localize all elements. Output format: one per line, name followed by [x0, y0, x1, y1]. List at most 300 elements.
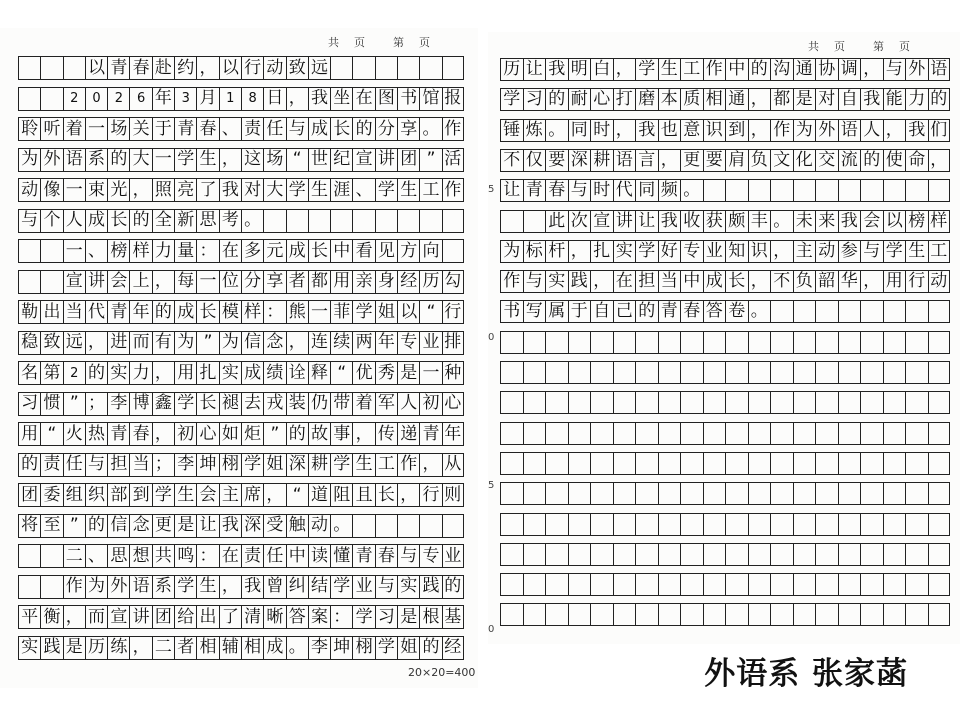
grid-cell: 致: [286, 56, 308, 80]
grid-cell: 长: [330, 117, 352, 141]
grid-cell: 要: [545, 149, 568, 172]
grid-cell: 报: [442, 87, 464, 111]
grid-cell: 排: [442, 331, 464, 355]
grid-cell: 与: [18, 209, 40, 233]
grid-cell: 专: [419, 544, 441, 568]
grid-cell: 给: [174, 605, 196, 629]
grid-cell: 信: [107, 514, 129, 538]
grid-cell: 化: [793, 149, 816, 172]
grid-cell: ；: [85, 392, 107, 416]
grid-cell: 坤: [330, 636, 352, 660]
grid-cell: [568, 513, 591, 536]
grid-cell: 将: [18, 514, 40, 538]
grid-cell: 纠: [286, 575, 308, 599]
grid-cell: [905, 543, 928, 566]
grid-cell: 懂: [330, 544, 352, 568]
grid-cell: 白: [590, 58, 613, 81]
grid-cell: [545, 331, 568, 354]
grid-cell: 习: [375, 605, 397, 629]
grid-cell: [770, 573, 793, 596]
grid-cell: 大: [129, 148, 151, 172]
grid-cell: 生: [174, 483, 196, 507]
grid-cell: [928, 300, 951, 323]
grid-cell: 坤: [196, 453, 218, 477]
grid-cell: [838, 573, 861, 596]
grid-cell: 到: [129, 483, 151, 507]
grid-cell: [18, 270, 40, 294]
grid-cell: ，: [286, 87, 308, 111]
grid-cell: [748, 391, 771, 414]
grid-cell: 月: [196, 87, 218, 111]
grid-cell: 都: [770, 88, 793, 111]
grid-row: [500, 58, 950, 81]
grid-cell: 学: [883, 240, 906, 263]
grid-cell: 优: [352, 361, 374, 385]
grid-row: [18, 636, 464, 660]
grid-cell: 以: [397, 300, 419, 324]
grid-cell: 我: [219, 178, 241, 202]
grid-cell: ，: [419, 453, 441, 477]
grid-cell: [590, 513, 613, 536]
grid-cell: 生: [196, 575, 218, 599]
grid-cell: 0: [85, 87, 107, 111]
grid-cell: 种: [442, 361, 464, 385]
grid-cell: 中: [286, 544, 308, 568]
grid-cell: 责: [241, 117, 263, 141]
grid-cell: 成: [308, 117, 330, 141]
grid-cell: 系: [85, 148, 107, 172]
grid-cell: 见: [375, 239, 397, 263]
grid-cell: 且: [352, 483, 374, 507]
grid-cell: [905, 331, 928, 354]
grid-cell: [770, 422, 793, 445]
grid-cell: 阻: [330, 483, 352, 507]
grid-cell: [545, 452, 568, 475]
grid-cell: 秀: [375, 361, 397, 385]
grid-cell: 业: [419, 331, 441, 355]
grid-cell: 心: [442, 392, 464, 416]
grid-row: [500, 210, 950, 233]
grid-cell: [793, 452, 816, 475]
grid-cell: [442, 239, 464, 263]
grid-cell: [815, 300, 838, 323]
grid-cell: 的: [545, 88, 568, 111]
grid-cell: 更: [680, 149, 703, 172]
grid-cell: [815, 422, 838, 445]
grid-cell: [40, 87, 62, 111]
grid-cell: 知: [725, 240, 748, 263]
grid-cell: 衡: [40, 605, 62, 629]
grid-cell: 2: [63, 87, 85, 111]
grid-cell: [352, 209, 374, 233]
grid-cell: 熊: [286, 300, 308, 324]
grid-cell: 的: [107, 148, 129, 172]
grid-cell: 外: [107, 575, 129, 599]
grid-cell: 赴: [152, 56, 174, 80]
grid-cell: 在: [219, 544, 241, 568]
grid-cell: 为: [174, 331, 196, 355]
grid-cell: 不: [770, 270, 793, 293]
grid-cell: 参: [838, 240, 861, 263]
grid-cell: 当: [129, 453, 151, 477]
grid-cell: [860, 543, 883, 566]
grid-cell: [905, 300, 928, 323]
grid-cell: ，: [152, 270, 174, 294]
grid-cell: 生: [658, 58, 681, 81]
grid-cell: 代: [613, 179, 636, 202]
grid-cell: 为: [18, 148, 40, 172]
grid-cell: [725, 331, 748, 354]
grid-cell: [658, 482, 681, 505]
grid-cell: 大: [263, 178, 285, 202]
grid-cell: [40, 544, 62, 568]
grid-cell: 热: [85, 422, 107, 446]
grid-cell: 行: [241, 56, 263, 80]
grid-cell: ，: [286, 331, 308, 355]
grid-cell: [928, 573, 951, 596]
grid-cell: 深: [241, 514, 263, 538]
grid-cell: [770, 391, 793, 414]
grid-cell: 世: [308, 148, 330, 172]
grid-cell: [838, 391, 861, 414]
grid-cell: [523, 543, 546, 566]
grid-cell: 学: [286, 178, 308, 202]
grid-cell: 李: [174, 453, 196, 477]
grid-cell: 量: [174, 239, 196, 263]
grid-cell: 作: [703, 58, 726, 81]
grid-cell: [838, 422, 861, 445]
grid-cell: 语: [613, 149, 636, 172]
grid-cell: [838, 179, 861, 202]
grid-cell: 杆: [545, 240, 568, 263]
grid-cell: 让: [635, 210, 658, 233]
grid-cell: [703, 331, 726, 354]
grid-cell: [815, 543, 838, 566]
grid-cell: 专: [397, 331, 419, 355]
grid-cell: 作: [442, 117, 464, 141]
grid-cell: 每: [174, 270, 196, 294]
grid-cell: 是: [63, 636, 85, 660]
grid-cell: 与: [375, 575, 397, 599]
grid-cell: 一: [419, 361, 441, 385]
grid-cell: [680, 573, 703, 596]
grid-cell: [928, 543, 951, 566]
grid-cell: 实: [545, 270, 568, 293]
grid-cell: ，: [129, 178, 151, 202]
grid-cell: [770, 543, 793, 566]
grid-cell: 博: [129, 392, 151, 416]
grid-cell: [545, 543, 568, 566]
grid-cell: 青: [352, 544, 374, 568]
grid-cell: 以: [883, 210, 906, 233]
grid-cell: 鸣: [174, 544, 196, 568]
grid-cell: 扎: [196, 361, 218, 385]
grid-cell: ，: [263, 483, 285, 507]
grid-cell: [725, 543, 748, 566]
grid-cell: [928, 482, 951, 505]
grid-cell: 部: [107, 483, 129, 507]
grid-cell: 用: [330, 270, 352, 294]
grid-cell: [500, 210, 523, 233]
grid-cell: [860, 573, 883, 596]
grid-row: [500, 88, 950, 111]
grid-cell: 心: [196, 422, 218, 446]
grid-row: [18, 209, 464, 233]
grid-cell: 姐: [375, 300, 397, 324]
grid-cell: “: [286, 483, 308, 507]
grid-cell: [905, 603, 928, 626]
grid-cell: 生: [308, 178, 330, 202]
grid-cell: 让: [500, 179, 523, 202]
grid-cell: 长: [196, 300, 218, 324]
grid-cell: 。: [545, 119, 568, 142]
grid-row: [18, 453, 464, 477]
grid-cell: [793, 361, 816, 384]
grid-row: [500, 452, 950, 475]
grid-cell: 。: [748, 300, 771, 323]
grid-cell: ，: [883, 119, 906, 142]
grid-cell: [703, 543, 726, 566]
grid-cell: 晰: [263, 605, 285, 629]
grid-cell: 来: [815, 210, 838, 233]
grid-cell: 春: [196, 117, 218, 141]
page-header-left: 共 页 第 页: [328, 36, 432, 49]
grid-cell: [330, 56, 352, 80]
grid-row: [18, 331, 464, 355]
grid-cell: 学: [152, 483, 174, 507]
grid-cell: 稳: [18, 331, 40, 355]
grid-cell: 业: [703, 240, 726, 263]
grid-cell: 委: [40, 483, 62, 507]
grid-cell: 文: [770, 149, 793, 172]
grid-cell: 到: [725, 119, 748, 142]
grid-cell: 涯: [330, 178, 352, 202]
grid-cell: 团: [152, 605, 174, 629]
grid-cell: 长: [196, 392, 218, 416]
grid-cell: 元: [263, 239, 285, 263]
grid-cell: [725, 179, 748, 202]
grid-cell: 成: [241, 361, 263, 385]
grid-cell: ：: [263, 300, 285, 324]
grid-cell: [568, 331, 591, 354]
grid-cell: [838, 300, 861, 323]
grid-cell: 李: [308, 636, 330, 660]
grid-cell: ，: [770, 240, 793, 263]
grid-cell: [905, 573, 928, 596]
grid-cell: 践: [40, 636, 62, 660]
grid-cell: 自: [590, 300, 613, 323]
grid-cell: [523, 603, 546, 626]
grid-cell: 亮: [174, 178, 196, 202]
grid-cell: [770, 331, 793, 354]
grid-cell: [725, 422, 748, 445]
grid-cell: 肩: [725, 149, 748, 172]
grid-cell: [703, 573, 726, 596]
grid-cell: 外: [905, 58, 928, 81]
grid-cell: [770, 482, 793, 505]
grid-cell: 经: [442, 636, 464, 660]
grid-cell: 者: [286, 270, 308, 294]
grid-cell: 年: [375, 331, 397, 355]
grid-cell: [838, 361, 861, 384]
grid-cell: [568, 361, 591, 384]
grid-cell: 如: [219, 422, 241, 446]
grid-cell: 组: [63, 483, 85, 507]
grid-cell: 生: [352, 453, 374, 477]
grid-cell: ，: [748, 119, 771, 142]
grid-cell: ，: [860, 270, 883, 293]
grid-cell: [815, 361, 838, 384]
grid-cell: 学: [174, 148, 196, 172]
grid-cell: 交: [815, 149, 838, 172]
grid-cell: 中: [725, 58, 748, 81]
grid-cell: [263, 209, 285, 233]
grid-cell: [703, 179, 726, 202]
grid-cell: 与: [568, 179, 591, 202]
grid-row: [500, 179, 950, 202]
grid-cell: 火: [63, 422, 85, 446]
grid-cell: ，: [152, 361, 174, 385]
grid-cell: 则: [442, 483, 464, 507]
grid-cell: [397, 56, 419, 80]
grid-cell: 与: [860, 240, 883, 263]
grid-cell: 一: [196, 270, 218, 294]
grid-cell: [793, 179, 816, 202]
grid-cell: 菲: [330, 300, 352, 324]
grid-cell: 、: [219, 117, 241, 141]
grid-cell: 工: [375, 453, 397, 477]
grid-cell: 春: [375, 544, 397, 568]
grid-cell: 们: [928, 119, 951, 142]
grid-cell: [635, 391, 658, 414]
grid-cell: 耐: [568, 88, 591, 111]
grid-cell: 意: [680, 119, 703, 142]
margin-mark: 0: [488, 332, 495, 343]
grid-cell: [568, 422, 591, 445]
grid-cell: [613, 361, 636, 384]
grid-cell: [500, 422, 523, 445]
grid-cell: 个: [40, 209, 62, 233]
grid-cell: 想: [129, 544, 151, 568]
grid-cell: 担: [107, 453, 129, 477]
grid-cell: 通: [793, 58, 816, 81]
grid-cell: [18, 87, 40, 111]
grid-cell: 的: [352, 117, 374, 141]
grid-cell: 主: [219, 483, 241, 507]
grid-cell: [613, 391, 636, 414]
grid-cell: [635, 422, 658, 445]
grid-cell: 远: [308, 56, 330, 80]
grid-cell: [793, 300, 816, 323]
grid-cell: 沟: [770, 58, 793, 81]
grid-cell: [590, 603, 613, 626]
grid-cell: [500, 513, 523, 536]
grid-cell: “: [419, 300, 441, 324]
grid-row: [18, 361, 464, 385]
grid-row: [18, 239, 464, 263]
grid-cell: 未: [793, 210, 816, 233]
grid-cell: [523, 210, 546, 233]
grid-cell: 戎: [263, 392, 285, 416]
grid-cell: 成: [174, 300, 196, 324]
grid-cell: [905, 391, 928, 414]
grid-cell: 结: [308, 575, 330, 599]
grid-cell: 锤: [500, 119, 523, 142]
grid-cell: 宣: [107, 605, 129, 629]
grid-cell: 致: [40, 331, 62, 355]
grid-cell: [635, 361, 658, 384]
grid-cell: 我: [241, 575, 263, 599]
grid-cell: 为: [793, 119, 816, 142]
grid-row: [18, 514, 464, 538]
grid-cell: 这: [241, 148, 263, 172]
grid-cell: 历: [419, 270, 441, 294]
grid-cell: 第: [40, 361, 62, 385]
grid-cell: [18, 56, 40, 80]
grid-cell: 书: [397, 87, 419, 111]
grid-cell: ，: [219, 575, 241, 599]
grid-cell: [883, 391, 906, 414]
grid-cell: 人: [397, 392, 419, 416]
grid-row: [500, 391, 950, 414]
grid-cell: 也: [658, 119, 681, 142]
grid-row: [18, 148, 464, 172]
grid-cell: 命: [905, 149, 928, 172]
grid-cell: 念: [129, 514, 151, 538]
grid-cell: [815, 603, 838, 626]
grid-cell: 卷: [725, 300, 748, 323]
grid-cell: [523, 573, 546, 596]
grid-cell: [523, 513, 546, 536]
grid-cell: 案: [308, 605, 330, 629]
grid-cell: 清: [241, 605, 263, 629]
grid-cell: ，: [748, 88, 771, 111]
grid-cell: ”: [63, 392, 85, 416]
grid-row: [18, 422, 464, 446]
grid-cell: [838, 331, 861, 354]
grid-cell: ，: [748, 270, 771, 293]
grid-cell: 故: [308, 422, 330, 446]
grid-cell: [748, 573, 771, 596]
grid-cell: [500, 452, 523, 475]
grid-cell: 共: [152, 544, 174, 568]
grid-cell: 学: [375, 178, 397, 202]
grid-cell: 。: [419, 117, 441, 141]
grid-cell: 青: [107, 56, 129, 80]
grid-cell: 事: [330, 422, 352, 446]
grid-cell: [680, 482, 703, 505]
grid-cell: 行: [905, 270, 928, 293]
grid-cell: [860, 361, 883, 384]
grid-cell: [635, 331, 658, 354]
grid-cell: ，: [590, 270, 613, 293]
grid-cell: [613, 543, 636, 566]
grid-cell: [748, 331, 771, 354]
grid-cell: 我: [905, 119, 928, 142]
grid-cell: 代: [85, 300, 107, 324]
grid-cell: [928, 513, 951, 536]
grid-cell: [18, 575, 40, 599]
grid-cell: [286, 209, 308, 233]
grid-cell: 打: [613, 88, 636, 111]
grid-cell: 是: [397, 361, 419, 385]
grid-cell: ”: [263, 422, 285, 446]
grid-cell: [352, 56, 374, 80]
essay-page-left: [0, 28, 478, 688]
grid-cell: [500, 361, 523, 384]
grid-cell: 栩: [352, 636, 374, 660]
grid-cell: 实: [613, 240, 636, 263]
